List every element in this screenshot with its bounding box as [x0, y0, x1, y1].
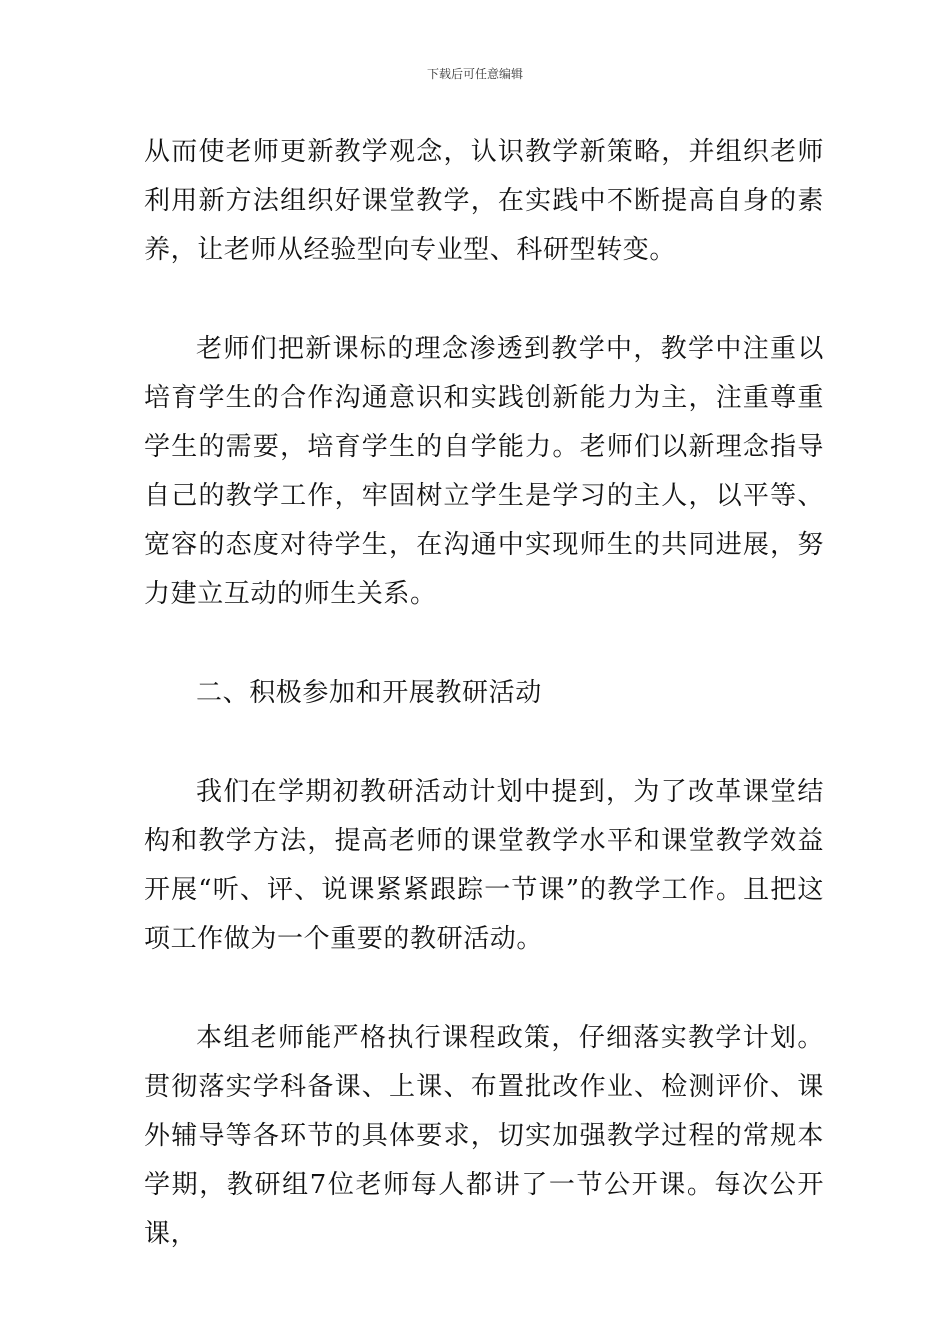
- paragraph-2: 老师们把新课标的理念渗透到教学中，教学中注重以培育学生的合作沟通意识和实践创新能力为主，注重尊重学生的需要，培育学生的自学能力。老师们以新理念指导自己的教学工作，牢固树立学生是学习的主人，以平等、宽容的态度对待学生，在沟通中实现师生的共同进展，努力建立互动的师生关系。: [144, 334, 824, 609]
- section-heading-2: 二、积极参加和开展教研活动: [196, 678, 542, 708]
- paragraph-gap: [144, 275, 824, 325]
- paragraph-3: 我们在学期初教研活动计划中提到，为了改革课堂结构和教学方法，提高老师的课堂教学水平和课堂教学效益开展“听、评、说课紧紧跟踪一节课”的教学工作。且把这项工作做为一个重要的教研活动。: [144, 777, 824, 954]
- paragraph-4: 本组老师能严格执行课程政策，仔细落实教学计划。贯彻落实学科备课、上课、布置批改作业、检测评价、课外辅导等各环节的具体要求，切实加强教学过程的常规本学期，教研组7位老师每人都讲了一节公开课。每次公开课，: [144, 1023, 824, 1249]
- document-body: [144, 128, 824, 1259]
- page-header-note: 下载后可任意编辑: [426, 67, 523, 81]
- paragraph-gap: [144, 718, 824, 768]
- paragraph-gap: [144, 964, 824, 1014]
- paragraph-gap: [144, 619, 824, 669]
- paragraph-1: 从而使老师更新教学观念，认识教学新策略，并组织老师利用新方法组织好课堂教学，在实践中不断提高自身的素养，让老师从经验型向专业型、科研型转变。: [144, 137, 824, 265]
